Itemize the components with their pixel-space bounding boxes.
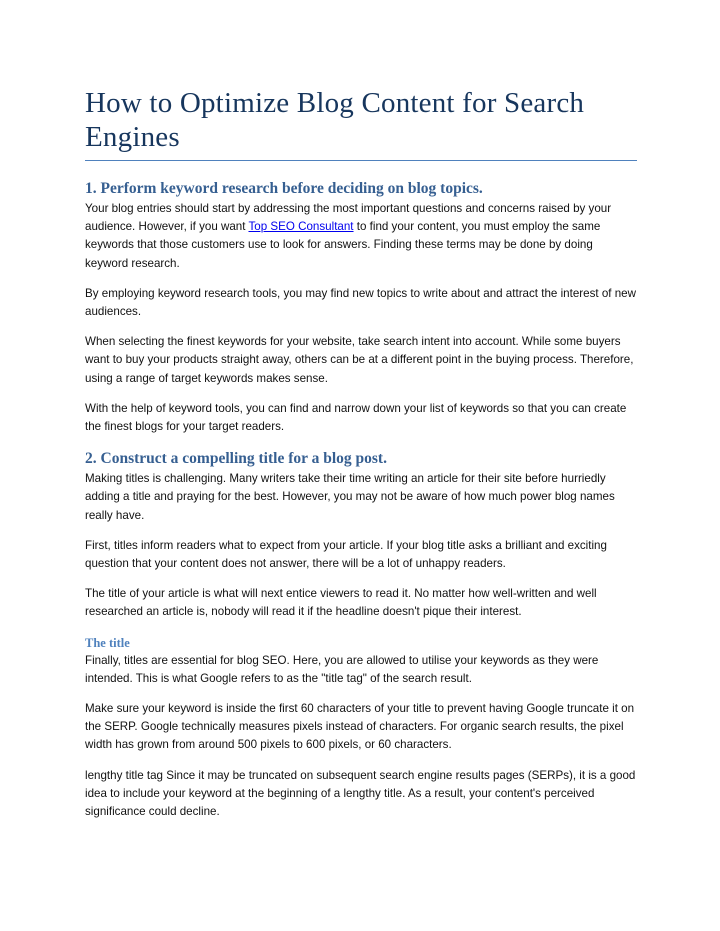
section-2-paragraph-3: The title of your article is what will next entice viewers to read it. No matter how well-written and well researched an article is, nobody will read it if the headline doesn't pique their interest. (85, 587, 597, 619)
top-seo-consultant-link[interactable]: Top SEO Consultant (248, 220, 354, 234)
document-title: How to Optimize Blog Content for Search Engines (85, 87, 585, 153)
section-2-heading: 2. Construct a compelling title for a blog post. (85, 450, 387, 468)
subsection-paragraph-1: Finally, titles are essential for blog SEO. Here, you are allowed to utilise your keywords as they were intended. This is what Google refers to as the "title tag" of the search result. (85, 653, 599, 685)
document-body (85, 178, 637, 833)
section-1-paragraph-1 (85, 200, 637, 273)
section-2-paragraph-1: Making titles is challenging. Many writers take their time writing an article for their site before hurriedly adding a title and praying for the best. However, you may not be aware of how much power blog names really have. (85, 472, 615, 522)
paragraph-text: to find your content, you must employ the same keywords that those customers use to look for answers. Finding these terms may be done by doing keyword research. (85, 220, 601, 270)
subsection-paragraph-3: lengthy title tag Since it may be truncated on subsequent search engine results pages (SERPs), it is a good idea to include your keyword at the beginning of a lengthy title. As a result, your content's perceived significance could decline. (85, 768, 636, 819)
section-1-paragraph-2: By employing keyword research tools, you may find new topics to write about and attract the interest of new audiences. (85, 286, 636, 319)
section-1-heading: 1. Perform keyword research before deciding on blog topics. (85, 180, 483, 197)
section-1-paragraph-3: When selecting the finest keywords for your website, take search intent into account. While some buyers want to buy your products straight away, others can be at a different point in the buying process. Therefore, using a range of target keywords makes sense. (85, 335, 634, 385)
subsection-heading-the-title: The title (85, 635, 130, 650)
section-2-paragraph-2: First, titles inform readers what to expect from your article. If your blog title asks a brilliant and exciting question that your content does not answer, there will be a lot of unhappy readers. (85, 538, 607, 571)
title-underline-divider (85, 160, 637, 161)
subsection-paragraph-2: Make sure your keyword is inside the first 60 characters of your title to prevent having Google truncate it on the SERP. Google technically measures pixels instead of characters. For organic search results, the pixel width has grown from around 500 pixels to 600 pixels, or 60 characters. (85, 702, 635, 752)
section-1-paragraph-4: With the help of keyword tools, you can find and narrow down your list of keywords so that you can create the finest blogs for your target readers. (85, 401, 627, 434)
paragraph-text: Your blog entries should start by addressing the most important questions and concerns raised by your audience. However, if you want (85, 202, 612, 234)
